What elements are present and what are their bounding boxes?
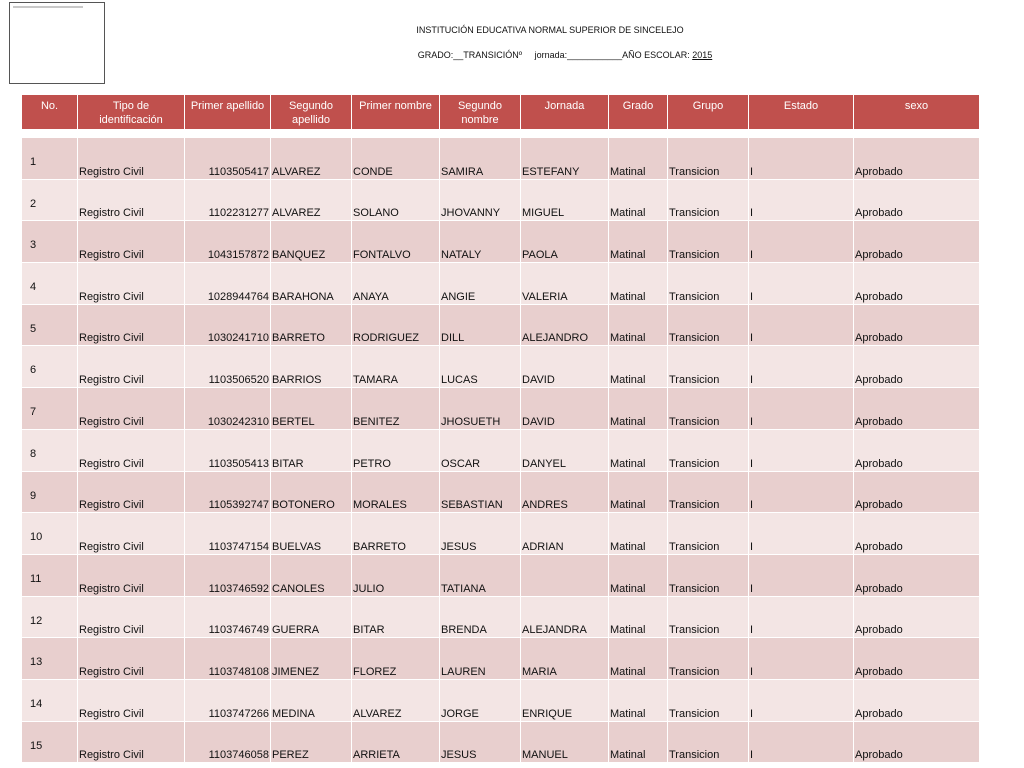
cell-segundo-nombre: ANDRES [521, 471, 609, 513]
cell-estado: Aprobado [854, 429, 980, 471]
cell-primer-nombre: JESUS [440, 721, 521, 763]
table-row [22, 721, 980, 763]
table-row [22, 388, 980, 430]
cell-tipo-identificacion: Registro Civil [78, 596, 185, 638]
cell-grado: Transicion [668, 179, 749, 221]
cell-estado: Aprobado [854, 346, 980, 388]
cell-segundo-apellido: SOLANO [352, 179, 440, 221]
cell-jornada: Matinal [609, 138, 668, 180]
cell-estado: Aprobado [854, 721, 980, 763]
col-header-segundo-nombre: Segundo nombre [440, 95, 521, 130]
cell-grupo: I [749, 263, 854, 305]
cell-segundo-nombre: ALEJANDRO [521, 304, 609, 346]
cell-primer-apellido: BITAR [271, 429, 352, 471]
cell-jornada: Matinal [609, 679, 668, 721]
cell-segundo-nombre: DANYEL [521, 429, 609, 471]
cell-primer-apellido: PEREZ [271, 721, 352, 763]
cell-no: 12 [22, 596, 78, 638]
cell-primer-nombre: OSCAR [440, 429, 521, 471]
cell-jornada: Matinal [609, 221, 668, 263]
cell-identification-number: 1103747266 [185, 679, 271, 721]
cell-grupo: I [749, 471, 854, 513]
header-spacer [22, 130, 980, 138]
cell-grupo: I [749, 221, 854, 263]
cell-identification-number: 1103746058 [185, 721, 271, 763]
school-year: 2015 [692, 50, 713, 60]
cell-grupo: I [749, 554, 854, 596]
table-row [22, 513, 980, 555]
cell-estado: Aprobado [854, 179, 980, 221]
cell-segundo-nombre: PAOLA [521, 221, 609, 263]
cell-identification-number: 1103746592 [185, 554, 271, 596]
cell-primer-nombre: SEBASTIAN [440, 471, 521, 513]
cell-identification-number: 1028944764 [185, 263, 271, 305]
cell-segundo-nombre [521, 554, 609, 596]
cell-jornada: Matinal [609, 638, 668, 680]
cell-grado: Transicion [668, 429, 749, 471]
table-row [22, 429, 980, 471]
cell-estado: Aprobado [854, 304, 980, 346]
cell-grupo: I [749, 721, 854, 763]
cell-tipo-identificacion: Registro Civil [78, 138, 185, 180]
cell-segundo-apellido: JULIO [352, 554, 440, 596]
cell-primer-apellido: JIMENEZ [271, 638, 352, 680]
cell-primer-nombre: DILL [440, 304, 521, 346]
cell-grupo: I [749, 638, 854, 680]
col-header-sexo: sexo [854, 95, 980, 130]
cell-jornada: Matinal [609, 429, 668, 471]
cell-jornada: Matinal [609, 304, 668, 346]
cell-tipo-identificacion: Registro Civil [78, 221, 185, 263]
cell-no: 2 [22, 179, 78, 221]
cell-tipo-identificacion: Registro Civil [78, 721, 185, 763]
cell-identification-number: 1030241710 [185, 304, 271, 346]
cell-estado: Aprobado [854, 679, 980, 721]
cell-jornada: Matinal [609, 179, 668, 221]
cell-primer-nombre: JESUS [440, 513, 521, 555]
cell-segundo-nombre: ENRIQUE [521, 679, 609, 721]
cell-identification-number: 1102231277 [185, 179, 271, 221]
cell-primer-nombre: LAUREN [440, 638, 521, 680]
cell-grupo: I [749, 513, 854, 555]
cell-primer-apellido: BARRETO [271, 304, 352, 346]
cell-no: 14 [22, 679, 78, 721]
col-header-estado: Estado [749, 95, 854, 130]
cell-tipo-identificacion: Registro Civil [78, 554, 185, 596]
table-row [22, 263, 980, 305]
cell-estado: Aprobado [854, 221, 980, 263]
table-row [22, 221, 980, 263]
cell-jornada: Matinal [609, 263, 668, 305]
cell-primer-apellido: BARRIOS [271, 346, 352, 388]
cell-jornada: Matinal [609, 596, 668, 638]
cell-grado: Transicion [668, 263, 749, 305]
col-header-segundo-apellido: Segundo apellido [271, 95, 352, 130]
cell-identification-number: 1103506520 [185, 346, 271, 388]
table-row [22, 346, 980, 388]
cell-primer-nombre: JORGE [440, 679, 521, 721]
cell-primer-nombre: LUCAS [440, 346, 521, 388]
cell-no: 15 [22, 721, 78, 763]
cell-no: 6 [22, 346, 78, 388]
cell-grupo: I [749, 304, 854, 346]
cell-grado: Transicion [668, 304, 749, 346]
cell-grado: Transicion [668, 638, 749, 680]
cell-no: 10 [22, 513, 78, 555]
cell-segundo-apellido: PETRO [352, 429, 440, 471]
cell-segundo-apellido: RODRIGUEZ [352, 304, 440, 346]
cell-segundo-apellido: FLOREZ [352, 638, 440, 680]
cell-segundo-apellido: ALVAREZ [352, 679, 440, 721]
cell-tipo-identificacion: Registro Civil [78, 263, 185, 305]
cell-grupo: I [749, 388, 854, 430]
cell-no: 7 [22, 388, 78, 430]
cell-tipo-identificacion: Registro Civil [78, 638, 185, 680]
cell-grado: Transicion [668, 346, 749, 388]
cell-jornada: Matinal [609, 388, 668, 430]
cell-estado: Aprobado [854, 263, 980, 305]
cell-primer-apellido: GUERRA [271, 596, 352, 638]
col-header-tipo: Tipo de identificación [78, 95, 185, 130]
cell-tipo-identificacion: Registro Civil [78, 429, 185, 471]
cell-primer-apellido: ALVAREZ [271, 179, 352, 221]
cell-tipo-identificacion: Registro Civil [78, 471, 185, 513]
cell-segundo-apellido: BITAR [352, 596, 440, 638]
cell-segundo-nombre: VALERIA [521, 263, 609, 305]
cell-tipo-identificacion: Registro Civil [78, 679, 185, 721]
table-row [22, 554, 980, 596]
cell-segundo-nombre: MARIA [521, 638, 609, 680]
cell-primer-nombre: BRENDA [440, 596, 521, 638]
cell-identification-number: 1103746749 [185, 596, 271, 638]
table-row [22, 679, 980, 721]
cell-primer-apellido: BUELVAS [271, 513, 352, 555]
grado-label: GRADO:__TRANSICIÓNº [417, 50, 523, 60]
cell-grupo: I [749, 138, 854, 180]
cell-tipo-identificacion: Registro Civil [78, 179, 185, 221]
table-row [22, 179, 980, 221]
cell-segundo-apellido: FONTALVO [352, 221, 440, 263]
cell-primer-apellido: BOTONERO [271, 471, 352, 513]
cell-identification-number: 1030242310 [185, 388, 271, 430]
cell-segundo-nombre: DAVID [521, 346, 609, 388]
jornada-label: jornada:___________AÑO ESCOLAR: [534, 50, 693, 60]
cell-estado: Aprobado [854, 638, 980, 680]
cell-grupo: I [749, 346, 854, 388]
cell-segundo-apellido: ARRIETA [352, 721, 440, 763]
cell-no: 11 [22, 554, 78, 596]
header-row [22, 95, 980, 130]
cell-jornada: Matinal [609, 721, 668, 763]
grado-line [300, 50, 830, 60]
cell-primer-nombre: JHOSUETH [440, 388, 521, 430]
cell-tipo-identificacion: Registro Civil [78, 513, 185, 555]
cell-segundo-nombre: ALEJANDRA [521, 596, 609, 638]
cell-estado: Aprobado [854, 554, 980, 596]
cell-identification-number: 1103748108 [185, 638, 271, 680]
col-header-primer-nombre: Primer nombre [352, 95, 440, 130]
cell-no: 9 [22, 471, 78, 513]
cell-primer-apellido: BERTEL [271, 388, 352, 430]
cell-grado: Transicion [668, 471, 749, 513]
cell-segundo-nombre: MANUEL [521, 721, 609, 763]
cell-grado: Transicion [668, 554, 749, 596]
cell-tipo-identificacion: Registro Civil [78, 388, 185, 430]
cell-primer-nombre: SAMIRA [440, 138, 521, 180]
cell-segundo-nombre: DAVID [521, 388, 609, 430]
cell-primer-apellido: MEDINA [271, 679, 352, 721]
cell-primer-nombre: JHOVANNY [440, 179, 521, 221]
col-header-no: No. [22, 95, 78, 130]
cell-grado: Transicion [668, 513, 749, 555]
cell-estado: Aprobado [854, 138, 980, 180]
col-header-primer-apellido: Primer apellido [185, 95, 271, 130]
cell-segundo-apellido: BENITEZ [352, 388, 440, 430]
cell-jornada: Matinal [609, 554, 668, 596]
cell-no: 3 [22, 221, 78, 263]
cell-grado: Transicion [668, 388, 749, 430]
cell-no: 8 [22, 429, 78, 471]
cell-grado: Transicion [668, 138, 749, 180]
table-row [22, 596, 980, 638]
cell-no: 1 [22, 138, 78, 180]
cell-primer-nombre: NATALY [440, 221, 521, 263]
logo-placeholder [9, 2, 105, 84]
cell-identification-number: 1103505417 [185, 138, 271, 180]
cell-primer-apellido: BARAHONA [271, 263, 352, 305]
cell-identification-number: 1103505413 [185, 429, 271, 471]
cell-grupo: I [749, 679, 854, 721]
table-row [22, 304, 980, 346]
cell-grupo: I [749, 429, 854, 471]
cell-jornada: Matinal [609, 513, 668, 555]
cell-no: 13 [22, 638, 78, 680]
cell-jornada: Matinal [609, 471, 668, 513]
cell-segundo-nombre: ADRIAN [521, 513, 609, 555]
cell-segundo-apellido: ANAYA [352, 263, 440, 305]
logo-fine-print [13, 6, 83, 8]
cell-estado: Aprobado [854, 596, 980, 638]
cell-grupo: I [749, 179, 854, 221]
cell-primer-apellido: CANOLES [271, 554, 352, 596]
cell-primer-apellido: BANQUEZ [271, 221, 352, 263]
cell-segundo-nombre: MIGUEL [521, 179, 609, 221]
col-header-jornada: Jornada [521, 95, 609, 130]
cell-estado: Aprobado [854, 388, 980, 430]
cell-identification-number: 1103747154 [185, 513, 271, 555]
cell-identification-number: 1105392747 [185, 471, 271, 513]
cell-segundo-apellido: MORALES [352, 471, 440, 513]
cell-grado: Transicion [668, 679, 749, 721]
cell-estado: Aprobado [854, 471, 980, 513]
cell-grado: Transicion [668, 721, 749, 763]
cell-tipo-identificacion: Registro Civil [78, 346, 185, 388]
cell-primer-nombre: ANGIE [440, 263, 521, 305]
cell-segundo-apellido: TAMARA [352, 346, 440, 388]
cell-segundo-nombre: ESTEFANY [521, 138, 609, 180]
cell-jornada: Matinal [609, 346, 668, 388]
table-row [22, 638, 980, 680]
cell-grado: Transicion [668, 596, 749, 638]
cell-estado: Aprobado [854, 513, 980, 555]
institution-title: INSTITUCIÓN EDUCATIVA NORMAL SUPERIOR DE SINCELEJO [416, 25, 684, 35]
cell-no: 5 [22, 304, 78, 346]
col-header-grupo: Grupo [668, 95, 749, 130]
cell-tipo-identificacion: Registro Civil [78, 304, 185, 346]
col-header-grado: Grado [609, 95, 668, 130]
table-row [22, 138, 980, 180]
cell-grupo: I [749, 596, 854, 638]
cell-grado: Transicion [668, 221, 749, 263]
table-row [22, 471, 980, 513]
cell-primer-nombre: TATIANA [440, 554, 521, 596]
student-roster-table [21, 94, 980, 763]
cell-segundo-apellido: BARRETO [352, 513, 440, 555]
cell-identification-number: 1043157872 [185, 221, 271, 263]
cell-segundo-apellido: CONDE [352, 138, 440, 180]
cell-no: 4 [22, 263, 78, 305]
cell-primer-apellido: ALVAREZ [271, 138, 352, 180]
